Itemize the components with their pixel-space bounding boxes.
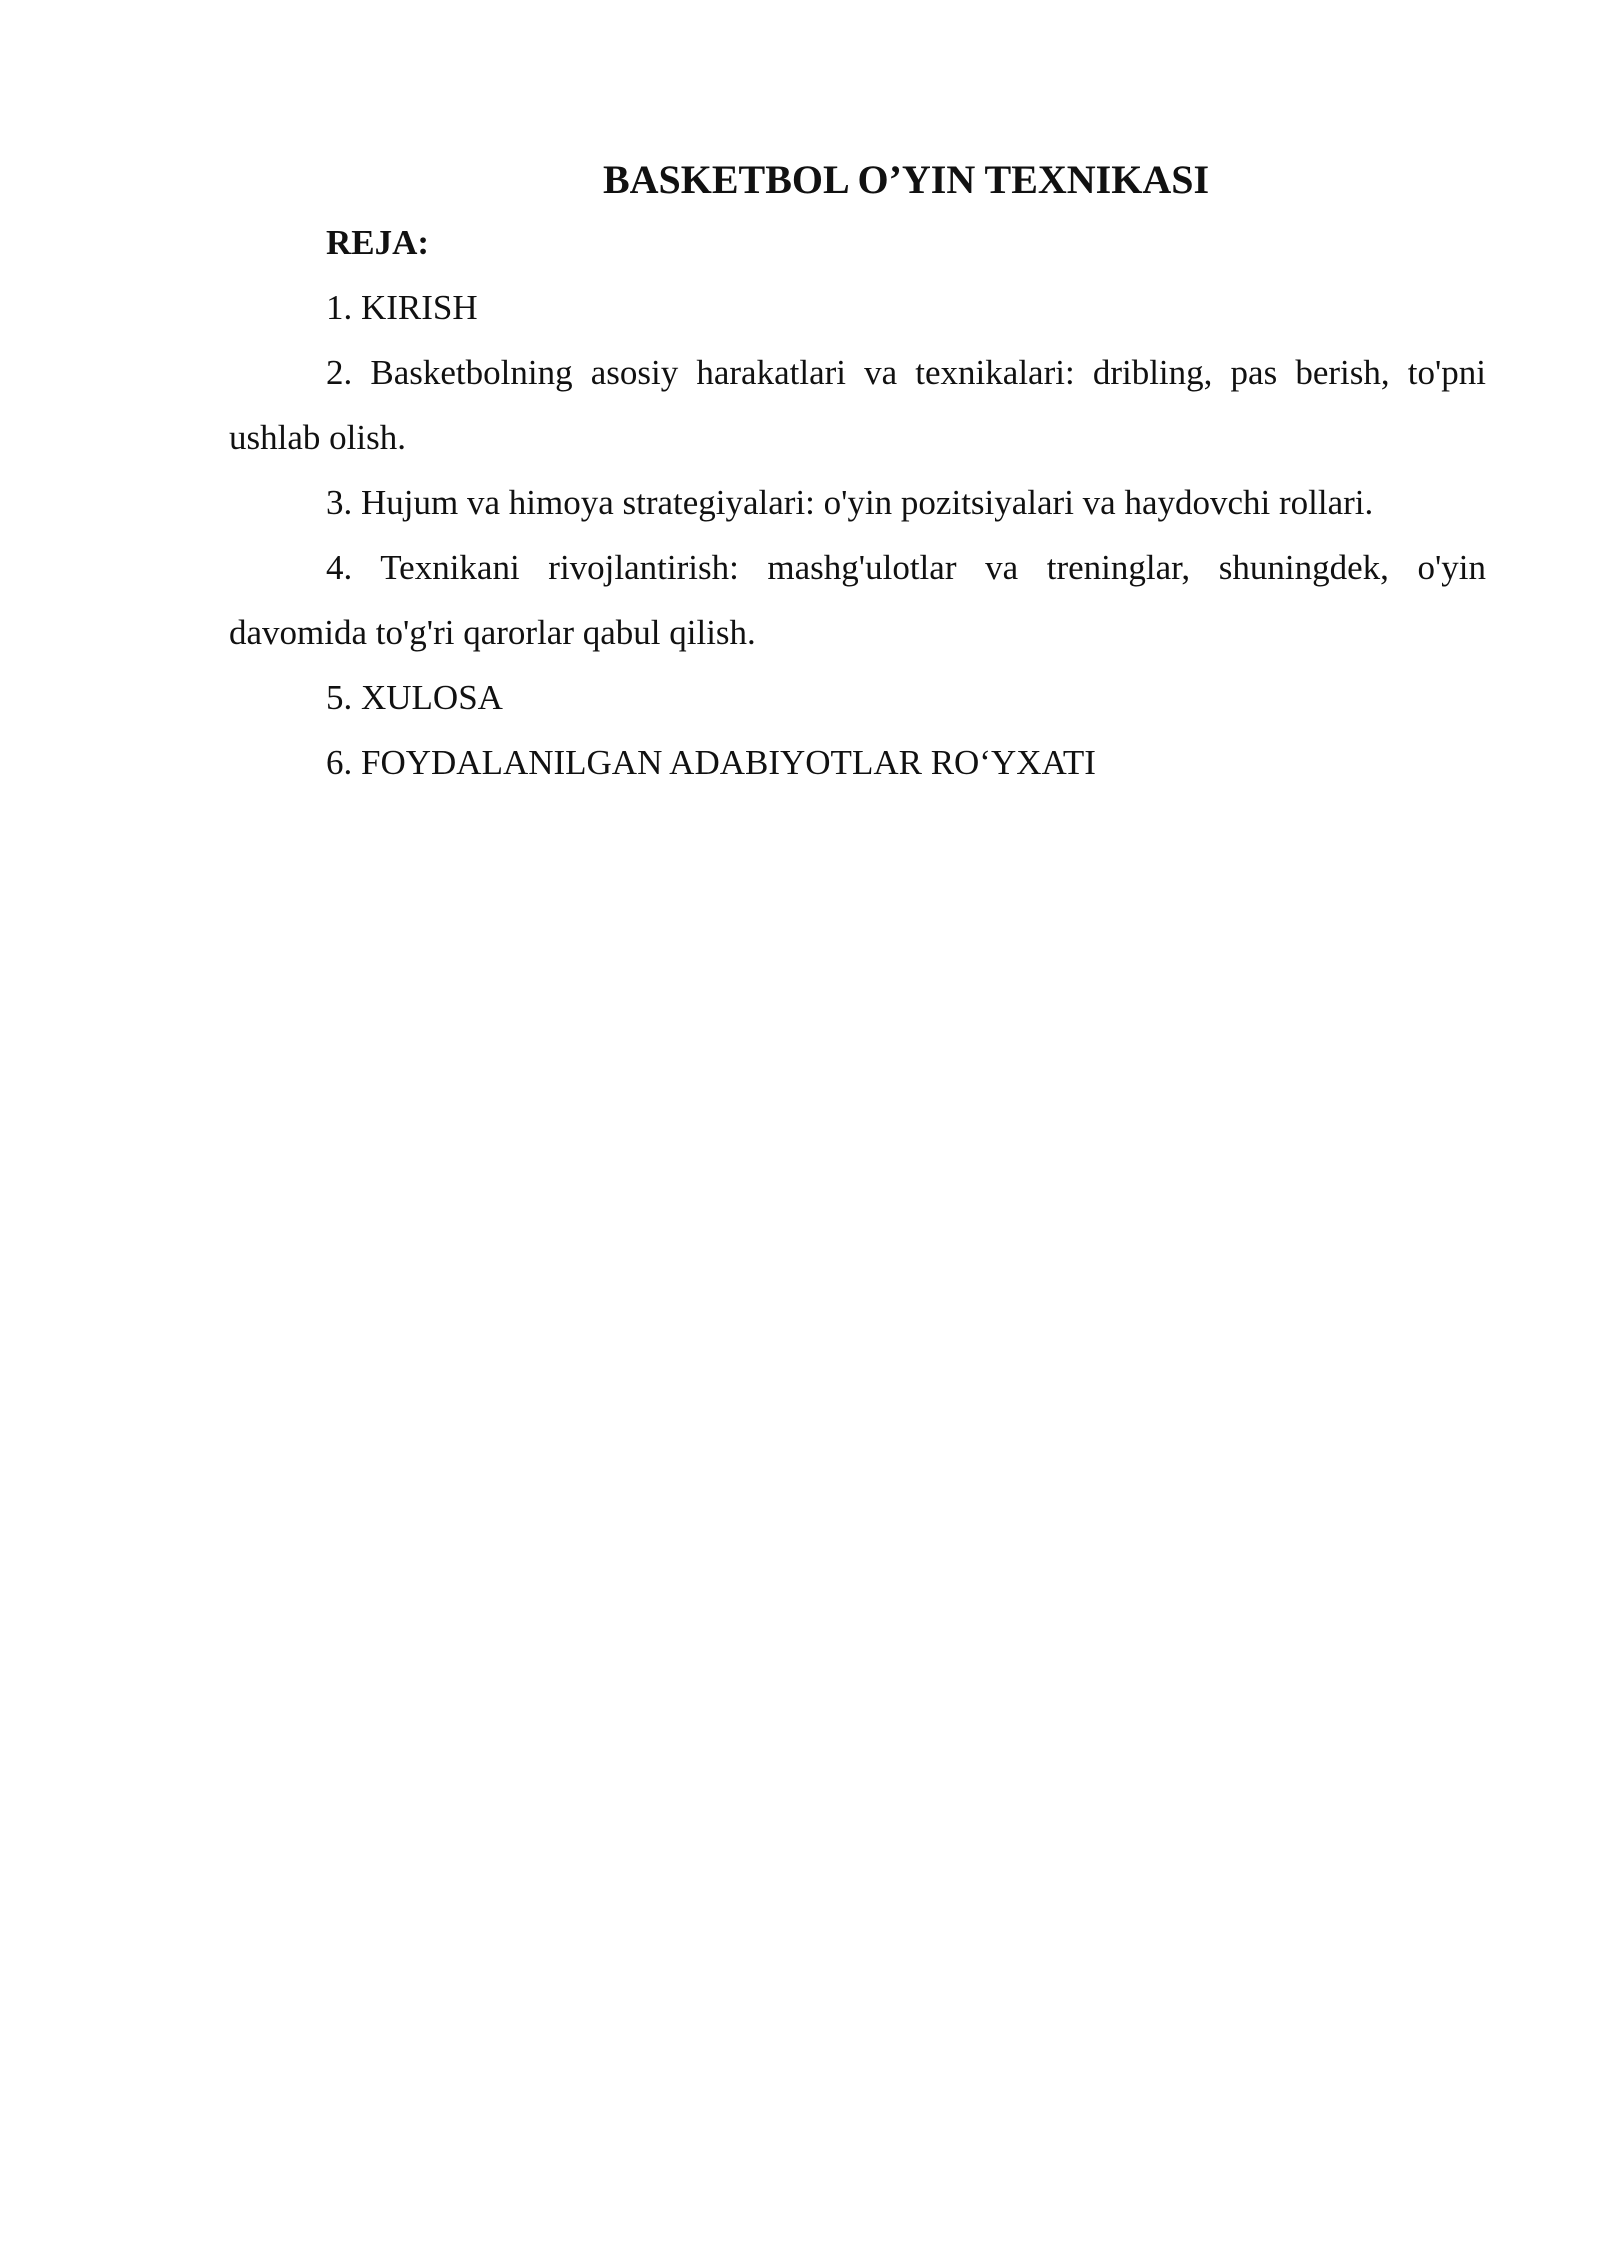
plan-heading: REJA: xyxy=(326,223,430,262)
document-title: BASKETBOL O’YIN TEXNIKASI xyxy=(602,157,1210,202)
plan-item-6: 6. FOYDALANILGAN ADABIYOTLAR RO‘YXATI xyxy=(326,743,1096,782)
plan-item-2: 2. Basketbolning asosiy harakatlari va texnikalari: dribling, pas berish, to'pni ushlab olish. xyxy=(229,353,1486,457)
document-body xyxy=(229,150,1486,795)
plan-item-5: 5. XULOSA xyxy=(326,678,503,717)
plan-item-4: 4. Texnikani rivojlantirish: mashg'ulotlar va treninglar, shuningdek, o'yin davomida to'g'ri qarorlar qabul qilish. xyxy=(229,548,1486,652)
plan-item-3: 3. Hujum va himoya strategiyalari: o'yin pozitsiyalari va haydovchi rollari. xyxy=(326,483,1374,522)
plan-item-1: 1. KIRISH xyxy=(326,288,478,327)
